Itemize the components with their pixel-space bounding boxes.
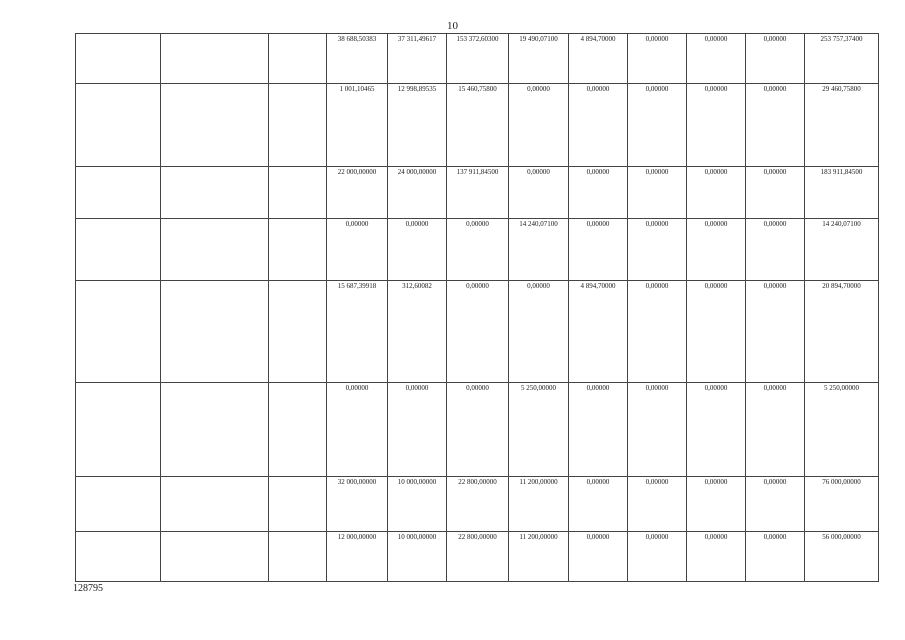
table-body [76, 34, 879, 582]
value-cell: 0,00000 [746, 281, 805, 383]
table-row [76, 532, 879, 582]
value-cell: 0,00000 [628, 219, 687, 281]
total-value-cell: 20 894,70000 [805, 281, 879, 383]
value-cell: 22 800,00000 [447, 532, 509, 582]
value-cell: 0,00000 [447, 219, 509, 281]
value-cell: 0,00000 [687, 532, 746, 582]
value-cell: 15 687,39918 [327, 281, 388, 383]
funding-source-cell [269, 532, 327, 582]
value-cell: 0,00000 [628, 167, 687, 219]
value-cell: 0,00000 [687, 167, 746, 219]
value-cell: 153 372,60300 [447, 34, 509, 84]
value-cell: 137 911,84500 [447, 167, 509, 219]
total-value-cell: 29 460,75800 [805, 84, 879, 167]
value-cell: 14 240,07100 [509, 219, 569, 281]
row-code-cell [76, 532, 161, 582]
funding-source-cell [269, 281, 327, 383]
funding-source-cell [269, 477, 327, 532]
table-row [76, 477, 879, 532]
value-cell: 22 000,00000 [327, 167, 388, 219]
value-cell: 0,00000 [628, 84, 687, 167]
table-row [76, 383, 879, 477]
funding-source-cell [269, 219, 327, 281]
value-cell: 0,00000 [687, 84, 746, 167]
row-name-cell [161, 34, 269, 84]
table-row [76, 167, 879, 219]
value-cell: 37 311,49617 [388, 34, 447, 84]
value-cell: 0,00000 [687, 383, 746, 477]
value-cell: 0,00000 [628, 34, 687, 84]
value-cell: 0,00000 [687, 219, 746, 281]
value-cell: 0,00000 [746, 84, 805, 167]
funding-source-cell [269, 34, 327, 84]
row-name-cell [161, 219, 269, 281]
value-cell: 0,00000 [628, 477, 687, 532]
row-code-cell [76, 477, 161, 532]
value-cell: 0,00000 [327, 383, 388, 477]
row-code-cell [76, 281, 161, 383]
value-cell: 0,00000 [447, 383, 509, 477]
row-code-cell [76, 167, 161, 219]
row-name-cell [161, 281, 269, 383]
value-cell: 11 200,00000 [509, 477, 569, 532]
value-cell: 0,00000 [327, 219, 388, 281]
value-cell: 0,00000 [569, 167, 628, 219]
value-cell: 19 490,07100 [509, 34, 569, 84]
value-cell: 0,00000 [569, 84, 628, 167]
value-cell: 0,00000 [628, 532, 687, 582]
value-cell: 0,00000 [746, 34, 805, 84]
table-row [76, 281, 879, 383]
value-cell: 1 001,10465 [327, 84, 388, 167]
value-cell: 0,00000 [687, 34, 746, 84]
value-cell: 32 000,00000 [327, 477, 388, 532]
table-row [76, 34, 879, 84]
total-value-cell: 183 911,84500 [805, 167, 879, 219]
value-cell: 4 894,70000 [569, 281, 628, 383]
row-name-cell [161, 84, 269, 167]
row-name-cell [161, 383, 269, 477]
total-value-cell: 253 757,37400 [805, 34, 879, 84]
total-value-cell: 5 250,00000 [805, 383, 879, 477]
value-cell: 0,00000 [687, 281, 746, 383]
value-cell: 22 800,00000 [447, 477, 509, 532]
total-value-cell: 56 000,00000 [805, 532, 879, 582]
value-cell: 0,00000 [569, 532, 628, 582]
value-cell: 0,00000 [687, 477, 746, 532]
value-cell: 15 460,75800 [447, 84, 509, 167]
value-cell: 0,00000 [509, 84, 569, 167]
funding-source-cell [269, 167, 327, 219]
value-cell: 0,00000 [746, 477, 805, 532]
value-cell: 10 000,00000 [388, 477, 447, 532]
value-cell: 10 000,00000 [388, 532, 447, 582]
table-row [76, 84, 879, 167]
value-cell: 0,00000 [509, 281, 569, 383]
row-code-cell [76, 84, 161, 167]
page-number: 10 [447, 20, 458, 32]
value-cell: 312,60082 [388, 281, 447, 383]
value-cell: 0,00000 [569, 477, 628, 532]
value-cell: 0,00000 [746, 219, 805, 281]
value-cell: 0,00000 [746, 167, 805, 219]
funding-source-cell [269, 84, 327, 167]
document-id: 128795 [73, 583, 103, 594]
table-row [76, 219, 879, 281]
total-value-cell: 76 000,00000 [805, 477, 879, 532]
value-cell: 5 250,00000 [509, 383, 569, 477]
value-cell: 12 998,89535 [388, 84, 447, 167]
value-cell: 24 000,00000 [388, 167, 447, 219]
row-code-cell [76, 34, 161, 84]
value-cell: 0,00000 [628, 281, 687, 383]
value-cell: 0,00000 [746, 532, 805, 582]
value-cell: 0,00000 [388, 219, 447, 281]
value-cell: 0,00000 [569, 219, 628, 281]
value-cell: 0,00000 [569, 383, 628, 477]
value-cell: 4 894,70000 [569, 34, 628, 84]
total-value-cell: 14 240,07100 [805, 219, 879, 281]
budget-table [75, 33, 879, 582]
funding-source-cell [269, 383, 327, 477]
value-cell: 0,00000 [388, 383, 447, 477]
row-code-cell [76, 219, 161, 281]
row-name-cell [161, 477, 269, 532]
value-cell: 0,00000 [447, 281, 509, 383]
value-cell: 38 688,50383 [327, 34, 388, 84]
value-cell: 12 000,00000 [327, 532, 388, 582]
value-cell: 0,00000 [509, 167, 569, 219]
row-code-cell [76, 383, 161, 477]
value-cell: 0,00000 [628, 383, 687, 477]
row-name-cell [161, 167, 269, 219]
row-name-cell [161, 532, 269, 582]
value-cell: 11 200,00000 [509, 532, 569, 582]
value-cell: 0,00000 [746, 383, 805, 477]
